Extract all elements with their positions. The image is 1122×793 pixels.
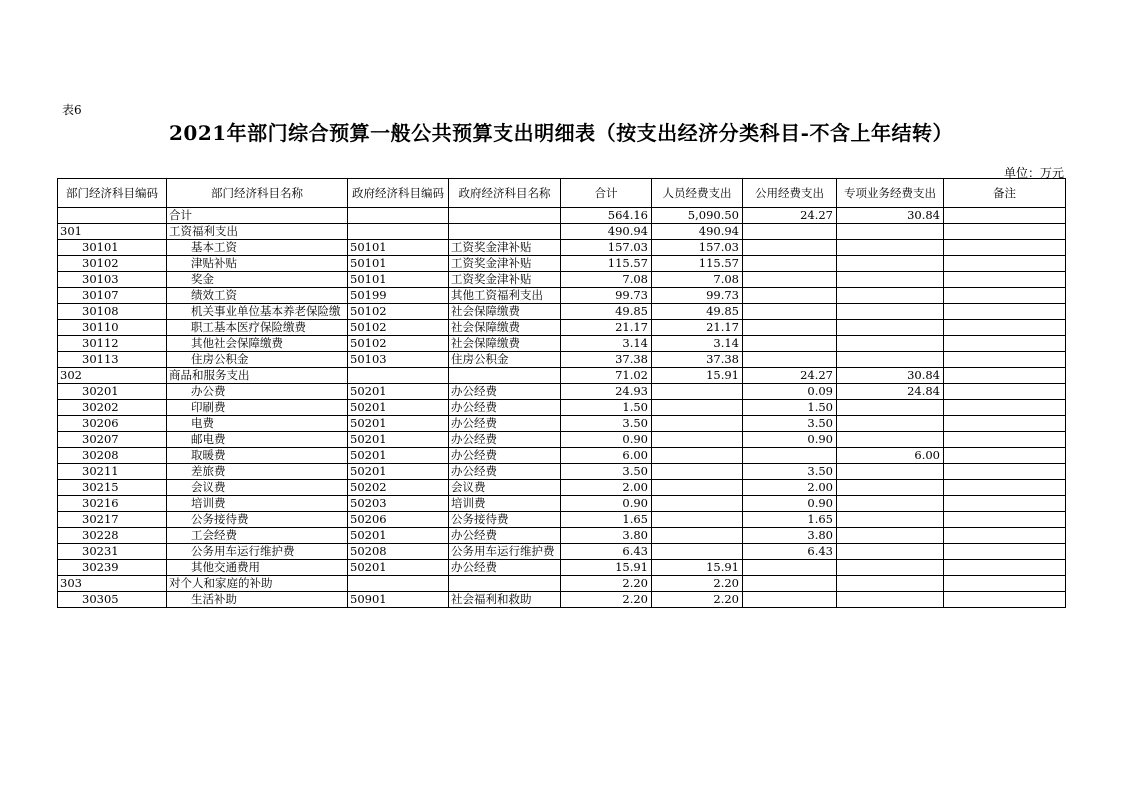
cell-gov-name: 办公经费 <box>449 384 561 400</box>
cell-dept-name: 合计 <box>167 208 348 224</box>
cell-total: 3.50 <box>561 464 652 480</box>
table-row <box>58 592 1066 608</box>
cell-dept-code: 302 <box>58 368 167 384</box>
cell-gov-code: 50201 <box>348 416 449 432</box>
cell-gov-code: 50102 <box>348 320 449 336</box>
cell-gov-code: 50201 <box>348 400 449 416</box>
cell-total: 7.08 <box>561 272 652 288</box>
header-public: 公用经费支出 <box>743 179 837 208</box>
cell-gov-name: 会议费 <box>449 480 561 496</box>
cell-gov-code: 50201 <box>348 432 449 448</box>
cell-dept-code: 30201 <box>58 384 167 400</box>
cell-special <box>837 512 944 528</box>
cell-personnel <box>652 544 743 560</box>
cell-public: 24.27 <box>743 368 837 384</box>
cell-personnel <box>652 464 743 480</box>
cell-dept-code: 30110 <box>58 320 167 336</box>
cell-special <box>837 320 944 336</box>
cell-special <box>837 416 944 432</box>
cell-personnel: 49.85 <box>652 304 743 320</box>
cell-public <box>743 272 837 288</box>
cell-dept-code: 30108 <box>58 304 167 320</box>
cell-dept-code: 30216 <box>58 496 167 512</box>
cell-special: 30.84 <box>837 368 944 384</box>
cell-personnel: 15.91 <box>652 560 743 576</box>
cell-public <box>743 320 837 336</box>
cell-total: 115.57 <box>561 256 652 272</box>
cell-gov-name: 社会保障缴费 <box>449 336 561 352</box>
cell-gov-code: 50201 <box>348 464 449 480</box>
cell-dept-code: 30102 <box>58 256 167 272</box>
table-row <box>58 448 1066 464</box>
cell-total: 0.90 <box>561 496 652 512</box>
cell-dept-name: 机关事业单位基本养老保险缴 <box>167 304 348 320</box>
cell-special: 30.84 <box>837 208 944 224</box>
header-gov-code: 政府经济科目编码 <box>348 179 449 208</box>
cell-gov-name: 公务用车运行维护费 <box>449 544 561 560</box>
cell-dept-name: 绩效工资 <box>167 288 348 304</box>
cell-total: 490.94 <box>561 224 652 240</box>
cell-gov-name: 工资奖金津补贴 <box>449 256 561 272</box>
cell-total: 24.93 <box>561 384 652 400</box>
cell-gov-name: 办公经费 <box>449 448 561 464</box>
cell-public: 2.00 <box>743 480 837 496</box>
cell-personnel: 7.08 <box>652 272 743 288</box>
cell-total: 71.02 <box>561 368 652 384</box>
cell-remark <box>944 272 1066 288</box>
cell-remark <box>944 464 1066 480</box>
cell-special: 24.84 <box>837 384 944 400</box>
cell-remark <box>944 448 1066 464</box>
cell-gov-name: 公务接待费 <box>449 512 561 528</box>
cell-gov-code <box>348 576 449 592</box>
cell-gov-name: 办公经费 <box>449 464 561 480</box>
cell-gov-code: 50901 <box>348 592 449 608</box>
cell-public: 3.80 <box>743 528 837 544</box>
cell-public <box>743 592 837 608</box>
cell-special <box>837 544 944 560</box>
cell-personnel: 3.14 <box>652 336 743 352</box>
cell-personnel <box>652 528 743 544</box>
budget-table <box>57 178 1066 608</box>
cell-gov-name <box>449 368 561 384</box>
cell-remark <box>944 400 1066 416</box>
cell-special <box>837 240 944 256</box>
cell-special <box>837 400 944 416</box>
cell-dept-name: 对个人和家庭的补助 <box>167 576 348 592</box>
cell-personnel: 2.20 <box>652 576 743 592</box>
cell-gov-code: 50102 <box>348 336 449 352</box>
cell-dept-name: 商品和服务支出 <box>167 368 348 384</box>
cell-dept-name: 会议费 <box>167 480 348 496</box>
cell-total: 1.50 <box>561 400 652 416</box>
cell-remark <box>944 352 1066 368</box>
cell-dept-code: 30107 <box>58 288 167 304</box>
header-dept-name: 部门经济科目名称 <box>167 179 348 208</box>
cell-public <box>743 352 837 368</box>
table-row <box>58 464 1066 480</box>
cell-remark <box>944 384 1066 400</box>
cell-special <box>837 592 944 608</box>
cell-gov-code <box>348 224 449 240</box>
cell-total: 2.00 <box>561 480 652 496</box>
cell-total: 3.14 <box>561 336 652 352</box>
cell-total: 3.80 <box>561 528 652 544</box>
cell-public <box>743 240 837 256</box>
cell-dept-name: 其他交通费用 <box>167 560 348 576</box>
table-row <box>58 576 1066 592</box>
cell-personnel: 37.38 <box>652 352 743 368</box>
table-row <box>58 224 1066 240</box>
cell-total: 49.85 <box>561 304 652 320</box>
cell-dept-name: 差旅费 <box>167 464 348 480</box>
cell-dept-code: 30208 <box>58 448 167 464</box>
table-row <box>58 544 1066 560</box>
cell-dept-code: 303 <box>58 576 167 592</box>
cell-dept-name: 奖金 <box>167 272 348 288</box>
cell-dept-name: 公务用车运行维护费 <box>167 544 348 560</box>
cell-dept-name: 邮电费 <box>167 432 348 448</box>
table-row <box>58 528 1066 544</box>
cell-remark <box>944 320 1066 336</box>
cell-gov-name: 办公经费 <box>449 432 561 448</box>
cell-dept-code: 30202 <box>58 400 167 416</box>
cell-dept-code: 30101 <box>58 240 167 256</box>
header-dept-code: 部门经济科目编码 <box>58 179 167 208</box>
cell-personnel <box>652 496 743 512</box>
cell-total: 21.17 <box>561 320 652 336</box>
cell-special <box>837 256 944 272</box>
table-row <box>58 480 1066 496</box>
cell-remark <box>944 336 1066 352</box>
cell-gov-name <box>449 224 561 240</box>
table-row <box>58 208 1066 224</box>
cell-remark <box>944 544 1066 560</box>
table-row <box>58 336 1066 352</box>
cell-personnel: 5,090.50 <box>652 208 743 224</box>
cell-total: 1.65 <box>561 512 652 528</box>
cell-total: 6.43 <box>561 544 652 560</box>
cell-personnel: 490.94 <box>652 224 743 240</box>
header-gov-name: 政府经济科目名称 <box>449 179 561 208</box>
cell-gov-code: 50101 <box>348 256 449 272</box>
cell-special: 6.00 <box>837 448 944 464</box>
cell-public <box>743 288 837 304</box>
header-remark: 备注 <box>944 179 1066 208</box>
cell-special <box>837 576 944 592</box>
header-total: 合计 <box>561 179 652 208</box>
table-body <box>58 208 1066 608</box>
cell-dept-name: 住房公积金 <box>167 352 348 368</box>
table-row <box>58 304 1066 320</box>
cell-gov-name: 社会福利和救助 <box>449 592 561 608</box>
cell-dept-name: 电费 <box>167 416 348 432</box>
cell-dept-code: 30231 <box>58 544 167 560</box>
cell-public: 1.50 <box>743 400 837 416</box>
cell-special <box>837 352 944 368</box>
cell-dept-name: 印刷费 <box>167 400 348 416</box>
cell-total: 0.90 <box>561 432 652 448</box>
cell-gov-code: 50101 <box>348 272 449 288</box>
document-title: 2021年部门综合预算一般公共预算支出明细表（按支出经济分类科目-不含上年结转） <box>169 121 953 145</box>
cell-remark <box>944 528 1066 544</box>
cell-gov-name: 其他工资福利支出 <box>449 288 561 304</box>
cell-special <box>837 432 944 448</box>
cell-remark <box>944 240 1066 256</box>
cell-dept-code: 30113 <box>58 352 167 368</box>
cell-dept-code: 30206 <box>58 416 167 432</box>
cell-gov-name: 办公经费 <box>449 416 561 432</box>
table-row <box>58 320 1066 336</box>
cell-gov-name: 社会保障缴费 <box>449 304 561 320</box>
cell-gov-code: 50201 <box>348 528 449 544</box>
cell-gov-name: 办公经费 <box>449 560 561 576</box>
header-special: 专项业务经费支出 <box>837 179 944 208</box>
header-personnel: 人员经费支出 <box>652 179 743 208</box>
cell-dept-code: 30207 <box>58 432 167 448</box>
cell-remark <box>944 224 1066 240</box>
cell-total: 15.91 <box>561 560 652 576</box>
cell-total: 2.20 <box>561 592 652 608</box>
cell-gov-code: 50206 <box>348 512 449 528</box>
cell-dept-code: 30215 <box>58 480 167 496</box>
cell-public: 6.43 <box>743 544 837 560</box>
table-number: 表6 <box>62 103 82 117</box>
cell-total: 99.73 <box>561 288 652 304</box>
cell-remark <box>944 480 1066 496</box>
cell-gov-name: 工资奖金津补贴 <box>449 272 561 288</box>
cell-dept-name: 公务接待费 <box>167 512 348 528</box>
cell-dept-code: 30305 <box>58 592 167 608</box>
cell-remark <box>944 576 1066 592</box>
cell-dept-name: 取暖费 <box>167 448 348 464</box>
cell-dept-name: 基本工资 <box>167 240 348 256</box>
cell-dept-code: 30211 <box>58 464 167 480</box>
cell-dept-code: 30228 <box>58 528 167 544</box>
cell-gov-name: 培训费 <box>449 496 561 512</box>
cell-remark <box>944 416 1066 432</box>
table-row <box>58 384 1066 400</box>
cell-special <box>837 464 944 480</box>
table-row <box>58 240 1066 256</box>
cell-special <box>837 224 944 240</box>
cell-personnel <box>652 400 743 416</box>
cell-remark <box>944 560 1066 576</box>
cell-personnel <box>652 480 743 496</box>
cell-remark <box>944 368 1066 384</box>
cell-gov-code: 50203 <box>348 496 449 512</box>
cell-personnel: 157.03 <box>652 240 743 256</box>
cell-public <box>743 256 837 272</box>
cell-gov-code: 50201 <box>348 448 449 464</box>
cell-total: 157.03 <box>561 240 652 256</box>
cell-remark <box>944 256 1066 272</box>
cell-gov-name <box>449 208 561 224</box>
cell-personnel: 115.57 <box>652 256 743 272</box>
table-row <box>58 368 1066 384</box>
cell-remark <box>944 432 1066 448</box>
cell-dept-code: 30239 <box>58 560 167 576</box>
cell-gov-code <box>348 208 449 224</box>
unit-label: 单位：万元 <box>1003 166 1064 180</box>
cell-public: 0.09 <box>743 384 837 400</box>
cell-total: 3.50 <box>561 416 652 432</box>
cell-gov-code: 50102 <box>348 304 449 320</box>
cell-special <box>837 304 944 320</box>
cell-gov-name: 住房公积金 <box>449 352 561 368</box>
cell-dept-name: 职工基本医疗保险缴费 <box>167 320 348 336</box>
cell-gov-code: 50201 <box>348 384 449 400</box>
cell-personnel: 99.73 <box>652 288 743 304</box>
cell-public: 0.90 <box>743 432 837 448</box>
cell-public: 3.50 <box>743 464 837 480</box>
cell-gov-code: 50208 <box>348 544 449 560</box>
table-row <box>58 512 1066 528</box>
cell-remark <box>944 304 1066 320</box>
cell-public: 1.65 <box>743 512 837 528</box>
cell-personnel <box>652 416 743 432</box>
cell-gov-code: 50201 <box>348 560 449 576</box>
cell-public <box>743 336 837 352</box>
cell-dept-name: 津贴补贴 <box>167 256 348 272</box>
cell-personnel: 2.20 <box>652 592 743 608</box>
cell-dept-name: 工会经费 <box>167 528 348 544</box>
cell-dept-name: 其他社会保障缴费 <box>167 336 348 352</box>
cell-personnel: 21.17 <box>652 320 743 336</box>
table-row <box>58 496 1066 512</box>
table-row <box>58 400 1066 416</box>
cell-gov-name <box>449 576 561 592</box>
cell-public <box>743 224 837 240</box>
cell-gov-name: 工资奖金津补贴 <box>449 240 561 256</box>
cell-special <box>837 288 944 304</box>
cell-public <box>743 576 837 592</box>
cell-public <box>743 304 837 320</box>
cell-special <box>837 480 944 496</box>
cell-gov-code <box>348 368 449 384</box>
cell-gov-code: 50199 <box>348 288 449 304</box>
cell-special <box>837 496 944 512</box>
cell-remark <box>944 208 1066 224</box>
cell-gov-name: 社会保障缴费 <box>449 320 561 336</box>
cell-gov-code: 50101 <box>348 240 449 256</box>
cell-public: 0.90 <box>743 496 837 512</box>
cell-dept-name: 工资福利支出 <box>167 224 348 240</box>
cell-special <box>837 560 944 576</box>
cell-dept-code: 30217 <box>58 512 167 528</box>
table-row <box>58 272 1066 288</box>
cell-dept-name: 生活补助 <box>167 592 348 608</box>
cell-personnel <box>652 384 743 400</box>
cell-dept-code: 30112 <box>58 336 167 352</box>
cell-dept-name: 培训费 <box>167 496 348 512</box>
cell-remark <box>944 288 1066 304</box>
cell-dept-code <box>58 208 167 224</box>
cell-personnel <box>652 512 743 528</box>
table-row <box>58 288 1066 304</box>
cell-gov-name: 办公经费 <box>449 400 561 416</box>
cell-public: 24.27 <box>743 208 837 224</box>
cell-dept-name: 办公费 <box>167 384 348 400</box>
cell-gov-name: 办公经费 <box>449 528 561 544</box>
cell-remark <box>944 496 1066 512</box>
cell-personnel <box>652 448 743 464</box>
cell-public <box>743 448 837 464</box>
table-row <box>58 560 1066 576</box>
cell-remark <box>944 592 1066 608</box>
table-row <box>58 352 1066 368</box>
cell-total: 6.00 <box>561 448 652 464</box>
cell-personnel: 15.91 <box>652 368 743 384</box>
table-row <box>58 416 1066 432</box>
cell-remark <box>944 512 1066 528</box>
cell-public <box>743 560 837 576</box>
cell-special <box>837 272 944 288</box>
cell-special <box>837 528 944 544</box>
cell-gov-code: 50202 <box>348 480 449 496</box>
cell-gov-code: 50103 <box>348 352 449 368</box>
cell-total: 2.20 <box>561 576 652 592</box>
cell-total: 564.16 <box>561 208 652 224</box>
cell-personnel <box>652 432 743 448</box>
table-row <box>58 256 1066 272</box>
header-row <box>58 179 1066 208</box>
cell-dept-code: 30103 <box>58 272 167 288</box>
cell-total: 37.38 <box>561 352 652 368</box>
table-row <box>58 432 1066 448</box>
cell-public: 3.50 <box>743 416 837 432</box>
cell-special <box>837 336 944 352</box>
cell-dept-code: 301 <box>58 224 167 240</box>
